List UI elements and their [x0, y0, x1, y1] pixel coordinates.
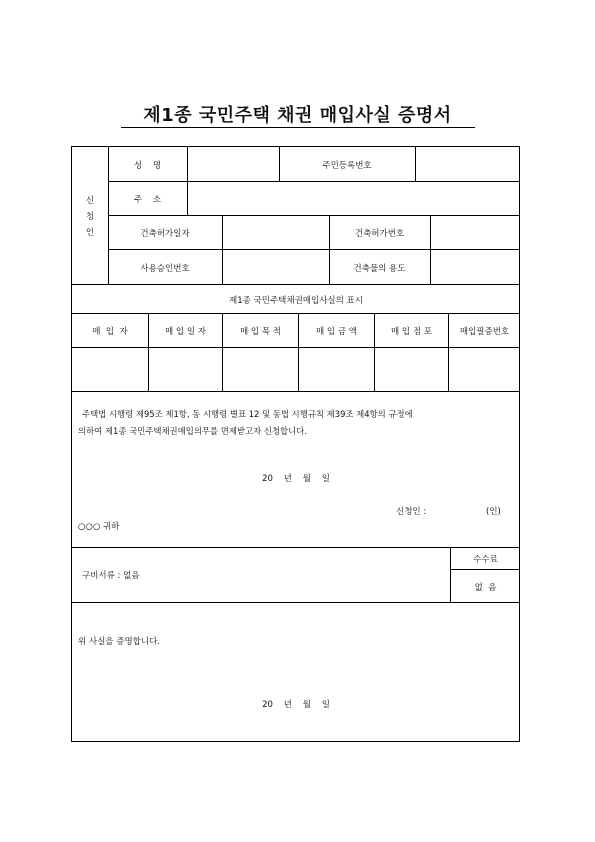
purchase-section-title: 제1종 국민주택채권매입사실의 표시	[229, 296, 363, 306]
column-header-amount: 매 입 금 액	[316, 327, 357, 337]
attachments-label: 구비서류 : 없음	[82, 571, 140, 581]
divider	[450, 569, 520, 570]
addressee: ○○○ 귀하	[78, 522, 120, 532]
column-header-receipt-no: 매입필증번호	[459, 327, 510, 337]
title-underline	[121, 127, 475, 128]
form-title: 제1종 국민주택 채권 매입사실 증명서	[143, 105, 452, 126]
form-frame	[71, 146, 520, 742]
column-header-date: 매 입 일 자	[165, 327, 206, 337]
divider	[415, 147, 416, 181]
approval-no-label: 사용승인번호	[140, 264, 190, 274]
usage-label: 건축물의 용도	[353, 264, 406, 274]
divider	[72, 313, 520, 314]
seal-mark: (인)	[486, 507, 501, 517]
divider	[72, 547, 520, 548]
column-header-purpose: 매 입 목 적	[240, 327, 281, 337]
applicant-label-3: 인	[85, 228, 95, 238]
permit-date-label: 건축허가일자	[140, 229, 190, 239]
column-header-buyer: 매 입 자	[92, 327, 128, 337]
certification-date: 20 년 월 일	[262, 700, 330, 710]
fee-label: 수수료	[473, 555, 498, 565]
divider	[72, 602, 520, 603]
divider	[187, 147, 188, 215]
name-label: 성 명	[133, 161, 162, 171]
application-date: 20 년 월 일	[262, 474, 330, 484]
column-header-branch: 매 입 점 포	[391, 327, 432, 337]
divider	[72, 284, 520, 285]
applicant-label-1: 신	[85, 196, 95, 206]
divider	[222, 215, 223, 284]
divider	[72, 347, 520, 348]
address-label: 주 소	[133, 195, 162, 205]
statement-line-1: 주택법 시행령 제95조 제1항, 동 시행령 별표 12 및 동법 시행규칙 제39조 제4항의 규정에	[82, 409, 413, 419]
applicant-signature-label: 신청인 :	[396, 507, 427, 517]
divider	[72, 391, 520, 392]
divider	[430, 215, 431, 284]
applicant-label-2: 청	[85, 212, 95, 222]
fee-value: 없 음	[474, 583, 497, 593]
resident-no-label: 주민등록번호	[322, 161, 372, 171]
divider	[108, 215, 520, 216]
statement-line-2: 의하여 제1종 국민주택채권매입의무를 면제받고자 신청합니다.	[78, 426, 307, 436]
divider	[108, 181, 520, 182]
certification-text: 위 사실을 증명합니다.	[78, 637, 161, 647]
divider	[108, 249, 520, 250]
permit-no-label: 건축허가번호	[354, 229, 405, 239]
